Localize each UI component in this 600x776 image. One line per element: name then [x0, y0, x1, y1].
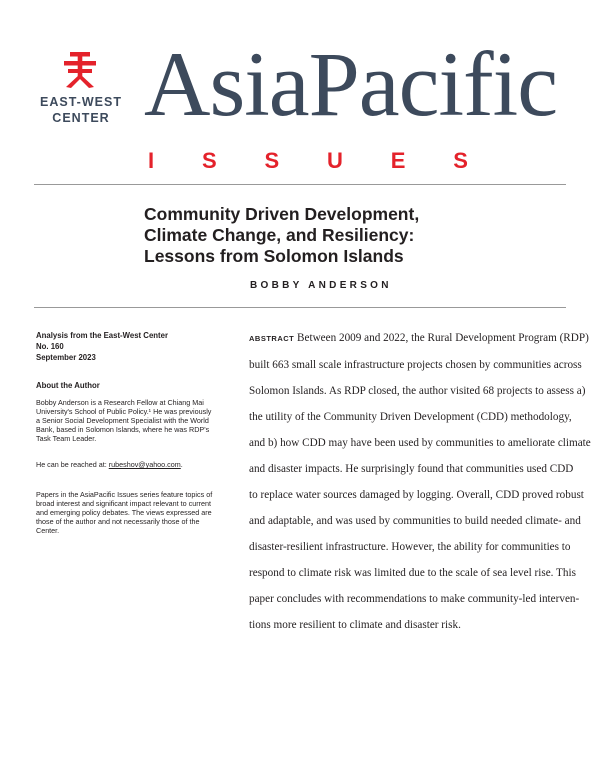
org-name-line1: EAST-WEST	[40, 95, 122, 109]
abstract-line: and adaptable, and was used by communities to build needed climate- and	[249, 515, 581, 527]
title-line: Climate Change, and Resiliency:	[144, 225, 415, 245]
abstract-line: and b) how CDD may have been used by communities to ameliorate climate	[249, 437, 591, 449]
disclaimer-line: The views expressed are those of the author	[36, 508, 212, 526]
about-heading-text: About the Author	[36, 381, 100, 390]
abstract-line: respond to climate risk was limited due to the scale of sea level rise. This	[249, 567, 576, 579]
publication-date: September 2023	[36, 353, 96, 362]
masthead-title: AsiaPacific	[144, 33, 558, 135]
abstract-line: Solomon Islands. As RDP closed, the author visited 68 projects to assess a)	[249, 385, 586, 397]
title-line: Community Driven Development,	[144, 204, 420, 224]
series-letter: S	[453, 148, 468, 173]
abstract-line: disaster-resilient infrastructure. However, the ability for communities to	[249, 541, 571, 553]
about-author-heading	[36, 380, 216, 391]
publication-info	[36, 330, 216, 363]
contact-prefix: He can be reached at:	[36, 460, 109, 469]
analysis-line: Analysis from the East-West Center	[36, 331, 169, 340]
abstract-line: to replace water sources damaged by logging. Overall, CDD proved robust	[249, 489, 584, 501]
contact-suffix: .	[180, 460, 183, 469]
abstract-line: tions more resilient to climate and disaster risk.	[249, 619, 461, 631]
email-link[interactable]: rubeshov@yahoo.com	[108, 460, 181, 469]
series-disclaimer	[36, 490, 216, 535]
author-contact	[36, 460, 216, 469]
author-bio	[36, 398, 216, 443]
disclaimer-line: Papers in the AsiaPacific Issues series feature	[36, 490, 184, 499]
abstract-line: and disaster impacts. He surprisingly found that communities used CDD	[249, 463, 574, 475]
disclaimer-line: relevant to current and emerging policy debates.	[36, 499, 212, 517]
top-divider	[34, 184, 566, 185]
series-letter: S	[264, 148, 280, 173]
bio-line: Task Team Leader.	[36, 434, 97, 443]
east-west-center-logo-icon	[60, 50, 100, 90]
series-letter: I	[148, 148, 155, 173]
author-name: BOBBY ANDERSON	[250, 280, 392, 291]
abstract-line: built 663 small scale infrastructure projects chosen by communities across	[249, 359, 582, 371]
disclaimer-line: and not necessarily those of the Center.	[36, 517, 200, 535]
abstract-label: ABSTRACT	[249, 334, 295, 343]
disclaimer-line: topics of broad interest and significant impact	[36, 490, 213, 508]
issue-number: No. 160	[36, 342, 64, 351]
abstract-line: paper concludes with recommendations to make community-led interven-	[249, 593, 580, 605]
bio-line: University's School of Public Policy.¹ He was previously	[36, 407, 212, 416]
org-name	[36, 94, 126, 126]
bio-line: Bank, based in Solomon Islands, where he was RDP's	[36, 425, 210, 434]
abstract-line: the utility of the Community Driven Development (CDD) methodology,	[249, 411, 572, 423]
series-letter: S	[201, 148, 217, 173]
abstract-line: Between 2009 and 2022, the Rural Development Program (RDP)	[297, 332, 589, 344]
title-line: Lessons from Solomon Islands	[144, 246, 404, 266]
article-title	[144, 204, 464, 267]
abstract-first-line	[249, 325, 589, 352]
series-letter: E	[390, 148, 406, 173]
abstract	[249, 325, 591, 638]
series-name	[148, 148, 468, 174]
bottom-divider	[34, 307, 566, 308]
bio-line: Bobby Anderson is a Research Fellow at Chiang Mai	[36, 398, 204, 407]
org-name-line2: CENTER	[52, 111, 110, 125]
bio-line: a Senior Social Development Specialist with the World	[36, 416, 209, 425]
series-letter: U	[327, 148, 343, 173]
